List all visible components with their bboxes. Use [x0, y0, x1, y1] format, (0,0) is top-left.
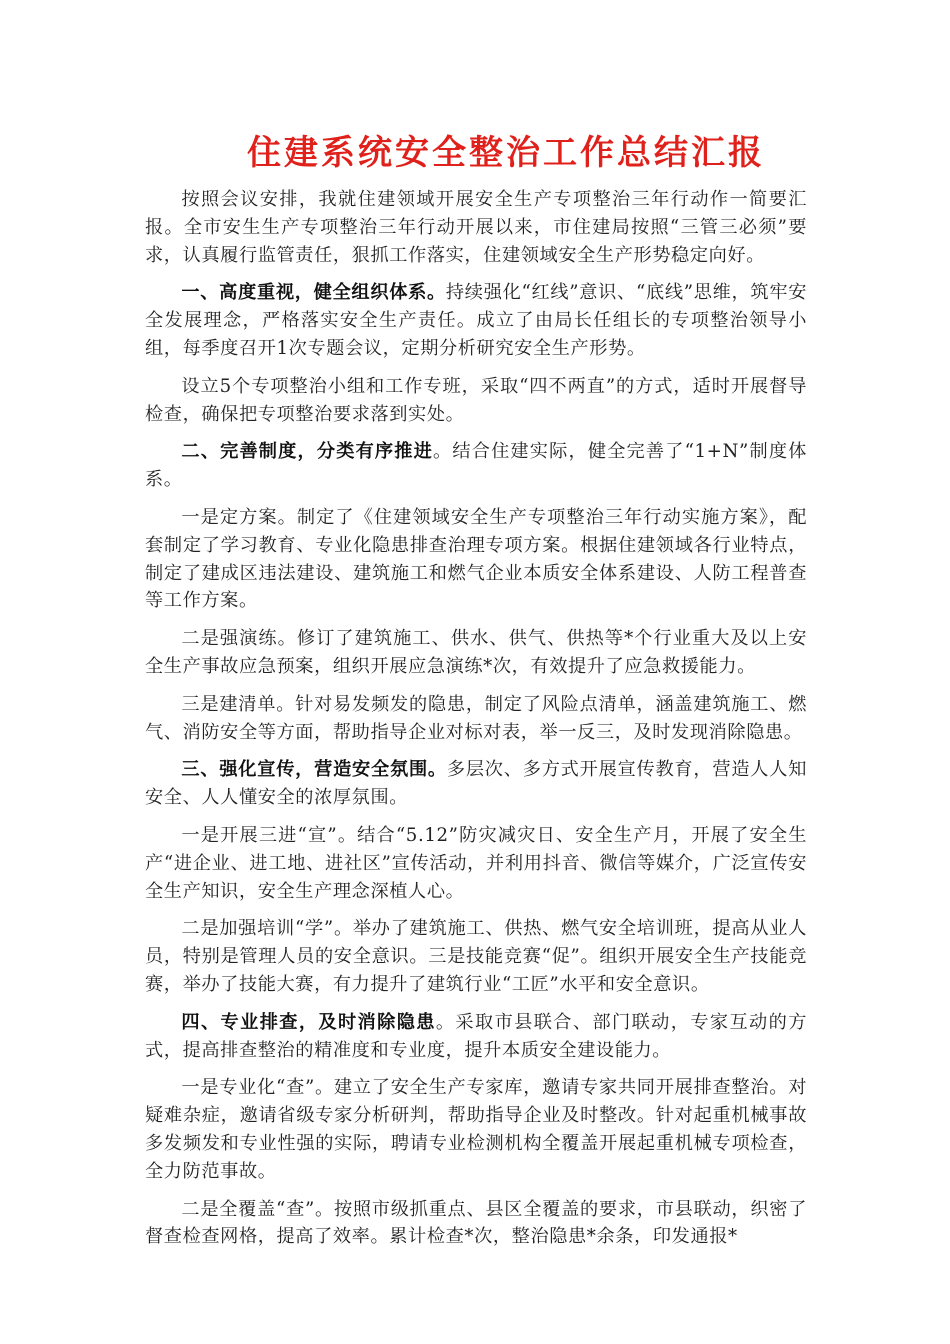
section-heading: 四、专业排查，及时消除隐患 — [181, 1011, 436, 1033]
paragraph-text: 三是建清单。针对易发频发的隐患，制定了风险点清单，涵盖建筑施工、燃气、消防安全等方面，帮助指导企业对标对表，举一反三，及时发现消除隐患。 — [145, 693, 807, 743]
paragraph-text: 二是全覆盖“查”。按照市级抓重点、县区全覆盖的要求，市县联动，织密了督查检查网格，提高了效率。累计检查*次，整治隐患*余条，印发通报* — [145, 1198, 807, 1248]
paragraph — [145, 625, 807, 681]
paragraph-text: 设立5个专项整治小组和工作专班，采取“四不两直”的方式，适时开展督导检查，确保把专项整治要求落到实处。 — [145, 375, 807, 425]
paragraph-text: 一是定方案。制定了《住建领域安全生产专项整治三年行动实施方案》，配套制定了学习教育、专业化隐患排查治理专项方案。根据住建领域各行业特点，制定了建成区违法建设、建筑施工和燃气企业本质安全体系建设、人防工程普查等工作方案。 — [145, 506, 807, 612]
paragraph — [145, 1196, 807, 1252]
paragraph-section-2 — [145, 438, 807, 494]
paragraph — [145, 915, 807, 998]
paragraph — [145, 822, 807, 905]
paragraph-text: 持续强化“红线”意识、“底线”思维，筑牢安全发展理念，严格落实安全生产责任。成立了由局长任组长的专项整治领导小组，每季度召开1次专题会议，定期分析研究安全生产形势。 — [145, 282, 808, 359]
paragraph-text: 二是强演练。修订了建筑施工、供水、供气、供热等*个行业重大及以上安全生产事故应急预案，组织开展应急演练*次，有效提升了应急救援能力。 — [145, 628, 807, 677]
paragraph-text: 二是加强培训“学”。举办了建筑施工、供热、燃气安全培训班，提高从业人员，特别是管理人员的安全意识。三是技能竞赛“促”。组织开展安全生产技能竞赛，举办了技能大赛，有力提升了建筑行业“工匠”水平和安全意识。 — [145, 918, 807, 995]
document-title: 住建系统安全整治工作总结汇报 — [247, 133, 765, 173]
paragraph-text: 多层次、多方式开展宣传教育，营造人人知安全、人人懂安全的浓厚氛围。 — [145, 759, 807, 809]
paragraph-section-1 — [145, 279, 807, 362]
paragraph — [145, 504, 807, 615]
paragraph — [145, 373, 807, 429]
paragraph — [145, 1074, 807, 1185]
paragraph-text: 。结合住建实际，健全完善了“1+N”制度体系。 — [145, 441, 807, 491]
paragraph-text: 。采取市县联合、部门联动，专家互动的方式，提高排查整治的精准度和专业度，提升本质安全建设能力。 — [145, 1011, 807, 1061]
paragraph-text: 一是开展三进“宣”。结合“5.12”防灾减灾日、安全生产月，开展了安全生产“进企业、进工地、进社区”宣传活动，并利用抖音、微信等媒介，广泛宣传安全生产知识，安全生产理念深植人心。 — [145, 824, 807, 902]
paragraph-intro — [145, 186, 807, 269]
paragraph — [145, 691, 807, 747]
paragraph-section-4 — [145, 1009, 807, 1065]
section-heading: 一、高度重视，健全组织体系。 — [181, 282, 446, 304]
paragraph-text: 按照会议安排，我就住建领域开展安全生产专项整治三年行动作一简要汇报。全市安生生产专项整治三年行动开展以来，市住建局按照“三管三必须”要求，认真履行监管责任，狠抓工作落实，住建领域安全生产形势稳定向好。 — [145, 189, 807, 266]
document-page — [145, 130, 807, 1261]
paragraph-section-3 — [145, 756, 807, 812]
paragraph-text: 一是专业化“查”。建立了安全生产专家库，邀请专家共同开展排查整治。对疑难杂症，邀请省级专家分析研判，帮助指导企业及时整改。针对起重机械事故多发频发和专业性强的实际，聘请专业检测机构全覆盖开展起重机械专项检查，全力防范事故。 — [145, 1077, 807, 1182]
section-heading: 三、强化宣传，营造安全氛围。 — [181, 759, 447, 781]
section-heading: 二、完善制度，分类有序推进 — [181, 441, 433, 463]
